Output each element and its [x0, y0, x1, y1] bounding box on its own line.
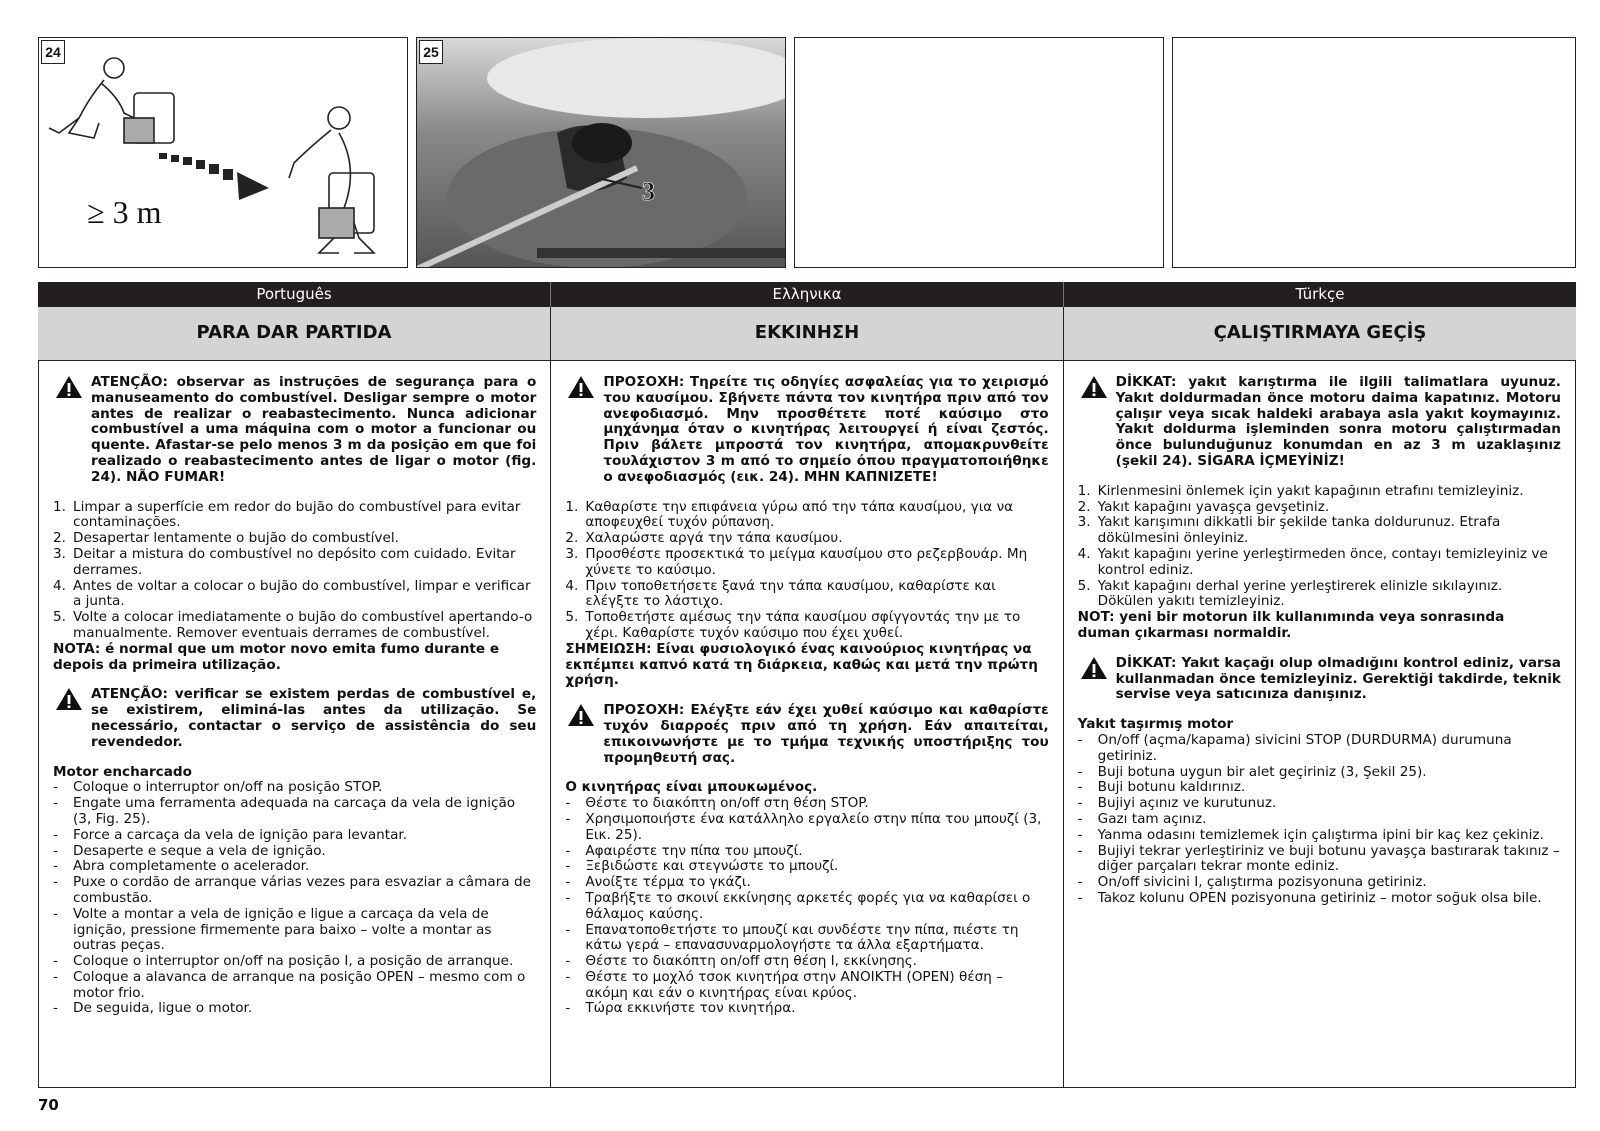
section-title: PARA DAR PARTIDA: [196, 322, 392, 343]
list-item: - Desaperte e seque a vela de ignição.: [53, 842, 326, 859]
page-number: 70: [38, 1096, 59, 1114]
warning-block: ATENÇÃO: verificar se existem perdas de combustível e, se existirem, eliminá-las antes da utilização. Se necessário, contactar o serviço de assistência do seu revendedor.: [53, 687, 536, 750]
section-title: ÇALIŞTIRMAYA GEÇİŞ: [1063, 307, 1576, 360]
steps-list: [53, 500, 536, 642]
list-item: - Yanma odasını temizlemek için çalıştırma ipini bir kaç kez çekiniz.: [1077, 826, 1544, 843]
list-item: 4. Πριν τοποθετήσετε ξανά την τάπα καυσίμου, καθαρίστε και ελέγξτε το λάστιχο.: [565, 577, 996, 610]
language-portuguese: Português: [256, 285, 332, 303]
subsection-title: Ο κινητήρας είναι μπουκωμένος.: [565, 779, 818, 796]
list-item: - Θέστε το διακόπτη on/off στη θέση I, εκκίνησης.: [565, 953, 918, 970]
subsection-title: Motor encharcado: [53, 763, 192, 780]
section-title-bar: [38, 307, 1576, 361]
list-item: - On/off (açma/kapama) sivicini STOP (DURDURMA) durumuna getiriniz.: [1077, 731, 1512, 764]
warning-icon: [55, 375, 83, 399]
list-item: - Τραβήξτε το σκοινί εκκίνησης αρκετές φορές για να καθαρίσει ο θάλαμος καύσης.: [565, 889, 1031, 922]
list-item: - Bujiyi tekrar yerleştiriniz ve buji botunu yavaşça bastırarak takınız – diğer parçaları tekrar monte ediniz.: [1077, 842, 1560, 875]
list-item: 3. Προσθέστε προσεκτικά το μείγμα καυσίμου στο ρεζερβουάρ. Μη χύνετε το καύσιμο.: [565, 545, 1028, 578]
refuel-distance-illustration: [39, 38, 408, 268]
warning-block: ΠΡΟΣΟΧΗ: Ελέγξτε εάν έχει χυθεί καύσιμο και καθαρίστε τυχόν διαρροές πριν από τη χρήση. Εάν απαιτείται, επικοινωνήστε με το τμήμα τεχνικής υποστήριξης του προμηθευτή σας.: [565, 703, 1048, 766]
column-turkish: [1063, 361, 1575, 1087]
list-item: - Force a carcaça da vela de ignição para levantar.: [53, 826, 408, 843]
column-greek: [550, 361, 1062, 1087]
empty-figure-box: [794, 37, 1164, 268]
section-title: ΕΚΚΙΝΗΣΗ: [550, 307, 1063, 360]
list-item: - Gazı tam açınız.: [1077, 810, 1207, 827]
list-item: - Coloque o interruptor on/off na posição STOP.: [53, 779, 383, 796]
warning-block: DİKKAT: Yakıt kaçağı olup olmadığını kontrol ediniz, varsa kullanmadan önce temizleyiniz. Gerektiği takdirde, teknik servise veya satıcınıza danışınız.: [1078, 656, 1561, 703]
callout-3: 3: [642, 177, 655, 206]
list-item: - Buji botuna uygun bir alet geçiriniz (3, Şekil 25).: [1077, 763, 1427, 780]
steps-list: [565, 500, 1048, 642]
figures-row: [38, 37, 1576, 268]
list-item: 1. Kirlenmesini önlemek için yakıt kapağının etrafını temizleyiniz.: [1077, 482, 1524, 499]
warning-icon: [567, 703, 595, 727]
warning-icon: [55, 687, 83, 711]
list-item: 2. Χαλαρώστε αργά την τάπα καυσίμου.: [565, 530, 843, 547]
list-item: - Coloque a alavanca de arranque na posição OPEN – mesmo com o motor frio.: [53, 968, 526, 1001]
dash-list: [565, 796, 1048, 1017]
list-item: - Buji botunu kaldırınız.: [1077, 779, 1246, 796]
warning-block: ATENÇÃO: observar as instruções de segurança para o manuseamento do combustível. Desligar sempre o motor antes de realizar o reabastecimento. Nunca adicionar combustível a uma máquina com o motor a funcionar ou quente. Afastar-se pelo menos 3 m da posição em que foi realizado o reabastecimento antes de ligar o motor (fig. 24). NÃO FUMAR!: [53, 375, 536, 486]
list-item: 2. Desapertar lentamente o bujão do combustível.: [53, 530, 399, 547]
list-item: - Θέστε το διακόπτη on/off στη θέση STOP.: [565, 795, 869, 812]
empty-figure-box: [1172, 37, 1576, 268]
list-item: 4. Antes de voltar a colocar o bujão do combustível, limpar e verificar a junta.: [53, 577, 531, 610]
note: NOT: yeni bir motorun ilk kullanımında veya sonrasında duman çıkarması normaldir.: [1077, 609, 1505, 641]
list-item: 5. Volte a colocar imediatamente o bujão do combustível apertando-o manualmente. Remover eventuais derrames de combustível.: [53, 609, 533, 641]
list-item: 5. Τοποθετήστε αμέσως την τάπα καυσίμου σφίγγοντάς την με το χέρι. Καθαρίστε τυχόν καύσιμο που έχει χυθεί.: [565, 609, 1021, 641]
note: NOTA: é normal que um motor novo emita fumo durante e depois da primeira utilização.: [53, 640, 500, 673]
list-item: 1. Limpar a superfície em redor do bujão do combustível para evitar contaminações.: [53, 498, 521, 531]
list-item: - Ανοίξτε τέρμα το γκάζι.: [565, 874, 751, 891]
note: ΣΗΜΕΙΩΣΗ: Είναι φυσιολογικό ένας καινούριος κινητήρας να εκπέμπει καπνό κατά τη διάρκεια, καθώς και μετά την πρώτη χρήση.: [565, 640, 1038, 689]
content-columns: [38, 361, 1576, 1088]
figure-25: [416, 37, 786, 268]
dash-list: [53, 780, 536, 1017]
subsection-title: Yakıt taşırmış motor: [1077, 716, 1234, 733]
dash-list: [1078, 733, 1561, 907]
list-item: - Coloque o interruptor on/off na posição I, a posição de arranque.: [53, 953, 514, 970]
warning-icon: [1080, 656, 1108, 680]
list-item: - Bujiyi açınız ve kurutunuz.: [1077, 795, 1277, 812]
list-item: 2. Yakıt kapağını yavaşça gevşetiniz.: [1077, 498, 1330, 515]
list-item: - Ξεβιδώστε και στεγνώστε το μπουζί.: [565, 858, 839, 875]
list-item: - Puxe o cordão de arranque várias vezes para esvaziar a câmara de combustão.: [53, 874, 531, 906]
warning-icon: [1080, 375, 1108, 399]
list-item: - Αφαιρέστε την πίπα του μπουζί.: [565, 842, 803, 859]
list-item: - Volte a montar a vela de ignição e ligue a carcaça da vela de ignição, pressione firmemente para baixo – volte a montar as outras peças.: [53, 905, 492, 954]
list-item: 1. Καθαρίστε την επιφάνεια γύρω από την τάπα καυσίμου, για να αποφευχθεί τυχόν ρύπανση.: [565, 498, 1014, 531]
list-item: - Θέστε το μοχλό τσοκ κινητήρα στην ΑΝΟΙΚΤΗ (OPEN) θέση – ακόμη και εάν ο κινητήρας είναι κρύος.: [565, 968, 1004, 1001]
figure-number: 24: [41, 40, 65, 64]
list-item: - Engate uma ferramenta adequada na carcaça da vela de ignição (3, Fig. 25).: [53, 795, 516, 827]
list-item: - Τώρα εκκινήστε τον κινητήρα.: [565, 1000, 796, 1017]
language-bar: [38, 282, 1576, 307]
warning-icon: [567, 375, 595, 399]
distance-label: ≥ 3 m: [87, 194, 162, 230]
language-turkish: Türkçe: [1063, 282, 1576, 307]
list-item: - De seguida, ligue o motor.: [53, 1000, 253, 1017]
list-item: - Abra completamente o acelerador.: [53, 858, 310, 875]
list-item: - Χρησιμοποιήστε ένα κατάλληλο εργαλείο στην πίπα του μπουζί (3, Εικ. 25).: [565, 810, 1042, 843]
language-greek: Ελληνικα: [550, 282, 1063, 307]
spark-plug-photo: [417, 38, 786, 268]
list-item: 3. Yakıt karışımını dikkatli bir şekilde tanka doldurunuz. Etrafa dökülmesini önleyiniz.: [1077, 514, 1501, 547]
list-item: 3. Deitar a mistura do combustível no depósito com cuidado. Evitar derrames.: [53, 545, 516, 578]
warning-block: ΠΡΟΣΟΧΗ: Τηρείτε τις οδηγίες ασφαλείας για το χειρισμό του καυσίμου. Σβήνετε πάντα τον κινητήρα πριν από τον ανεφοδιασμό. Μην προσθέτετε ποτέ καύσιμο στο μηχάνημα όταν ο κινητήρας λειτουργεί ή είναι ζεστός. Πριν βάλετε μπροστά τον κινητήρα, απομακρυνθείτε τουλάχιστον 3 m από το σημείο όπου πραγματοποιήθηκε ο ανεφοδιασμός (εικ. 24). ΜΗΝ ΚΑΠΝΙΖΕΤΕ!: [565, 375, 1048, 486]
list-item: - On/off sivicini I, çalıştırma pozisyonuna getiriniz.: [1077, 874, 1427, 891]
figure-24: [38, 37, 408, 268]
warning-block: DİKKAT: yakıt karıştırma ile ilgili talimatlara uyunuz. Yakıt doldurmadan önce motoru daima kapatınız. Motoru çalışır veya sıcak haldeki arabaya asla yakıt koymayınız. Yakıt doldurma işleminden sonra motoru çalıştırmadan önce bulunduğunuz konumdan en az 3 m uzaklaşınız (şekil 24). SİGARA İÇMEYİNİZ!: [1078, 375, 1561, 470]
list-item: 5. Yakıt kapağını derhal yerine yerleştirerek elinizle sıkılayınız. Dökülen yakıtı temizleyiniz.: [1077, 577, 1503, 610]
column-portuguese: [39, 361, 550, 1087]
figure-number: 25: [419, 40, 443, 64]
list-item: - Επανατοποθετήστε το μπουζί και συνδέστε την πίπα, πιέστε τη κάτω γερά – επανασυναρμολογήστε τα άλλα εξαρτήματα.: [565, 921, 1019, 954]
list-item: - Takoz kolunu OPEN pozisyonuna getiriniz – motor soğuk olsa bile.: [1077, 889, 1542, 906]
steps-list: [1078, 484, 1561, 610]
list-item: 4. Yakıt kapağını yerine yerleştirmeden önce, contayı temizleyiniz ve kontrol ediniz.: [1077, 545, 1548, 578]
